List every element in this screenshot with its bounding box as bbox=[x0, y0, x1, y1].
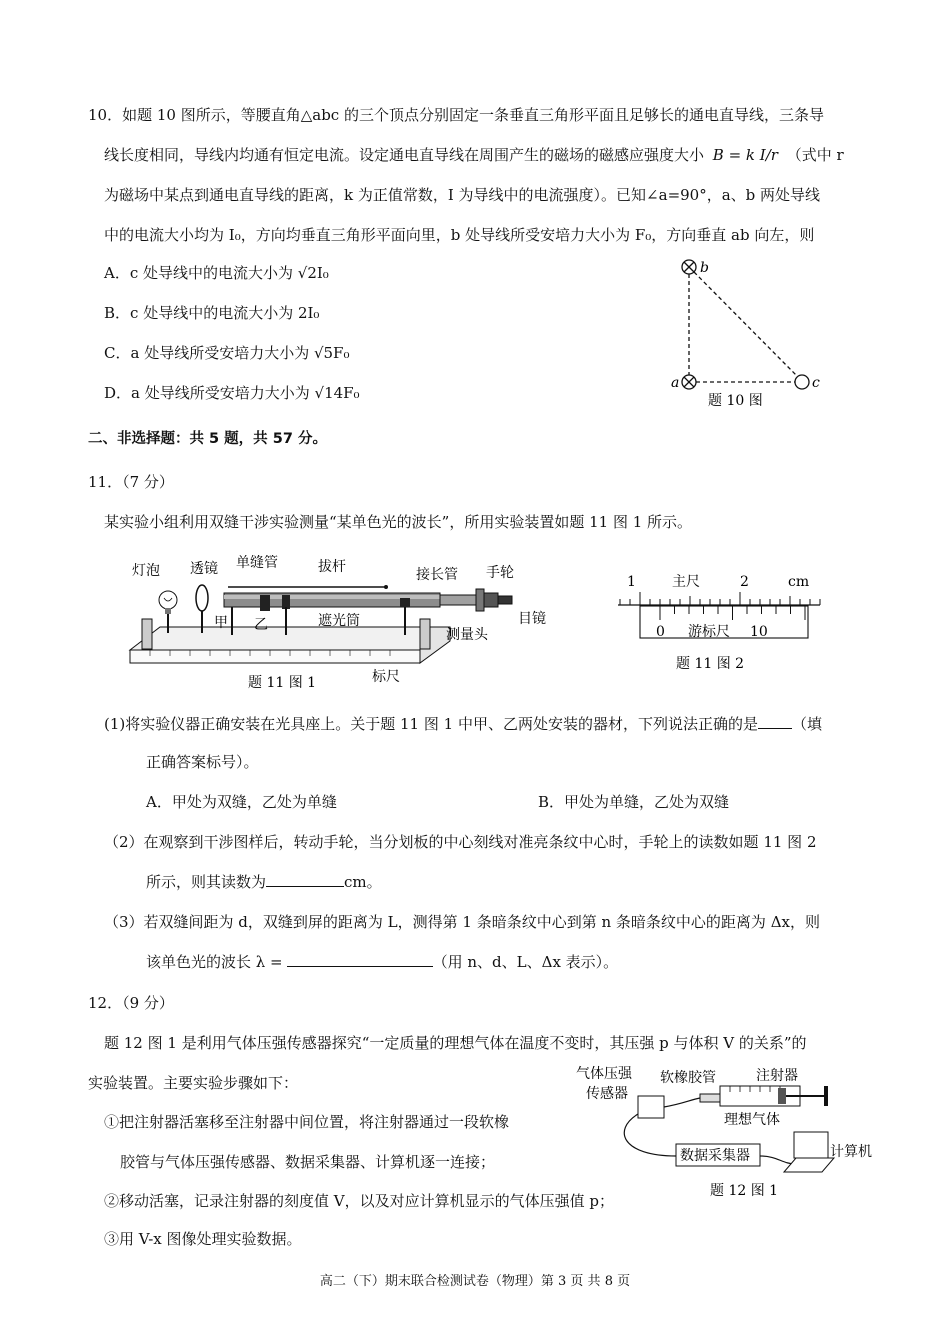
q12-line1: 题 12 图 1 是利用气体压强传感器探究“一定质量的理想气体在温度不变时，其压强 p 与体积 V 的关系”的 bbox=[104, 1034, 807, 1052]
q10-line1: 10．如题 10 图所示，等腰直角△abc 的三个顶点分别固定一条垂直三角形平面且足够长的通电直导线，三条导 bbox=[88, 106, 824, 124]
q10-option-c: C．a 处导线所受安培力大小为 √5F₀ bbox=[104, 344, 350, 362]
label-scale: 标尺 bbox=[372, 669, 400, 685]
page-footer: 高二（下）期末联合检测试卷（物理）第 3 页 共 8 页 bbox=[319, 1274, 631, 1289]
q11-option-b: B．甲处为单缝，乙处为双缝 bbox=[538, 793, 730, 811]
q10-line3: 为磁场中某点到通电直导线的距离，k 为正值常数，I 为导线中的电流强度）。已知∠a=90°，a、b 两处导线 bbox=[104, 186, 821, 204]
vernier-0: 0 bbox=[656, 624, 665, 640]
q12-figure bbox=[572, 1060, 892, 1205]
q11-head: 11．（7 分） bbox=[88, 473, 174, 491]
q11-fig2-caption: 题 11 图 2 bbox=[676, 656, 745, 672]
q12-step3: ③用 V-x 图像处理实验数据。 bbox=[104, 1230, 302, 1248]
vernier-10: 10 bbox=[750, 624, 768, 640]
label-eyepiece: 目镜 bbox=[518, 611, 546, 627]
q10-caption: 题 10 图 bbox=[708, 393, 763, 409]
label-extension-tube: 接长管 bbox=[416, 567, 458, 583]
label-syringe: 注射器 bbox=[756, 1068, 798, 1084]
computer-icon bbox=[784, 1132, 834, 1172]
q10-option-b: B．c 处导线中的电流大小为 2I₀ bbox=[104, 304, 320, 322]
q11-p3-text: 该单色光的波长 λ = bbox=[146, 953, 283, 971]
label-pressure-sensor-1: 气体压强 bbox=[576, 1066, 632, 1082]
q12-caption: 题 12 图 1 bbox=[710, 1183, 779, 1199]
label-rod: 拔杆 bbox=[318, 559, 346, 575]
label-handwheel: 手轮 bbox=[486, 565, 514, 581]
q11-p1-text: (1)将实验仪器正确安装在光具座上。关于题 11 图 1 中甲、乙两处安装的器材，下列说法正确的是 bbox=[104, 715, 758, 733]
q12-head: 12．（9 分） bbox=[88, 994, 174, 1012]
q11-p1-line2: 正确答案标号）。 bbox=[146, 753, 259, 771]
q11-p2-text: 所示，则其读数为 bbox=[146, 873, 267, 891]
label-measuring-head: 测量头 bbox=[446, 627, 488, 643]
label-a: a bbox=[671, 375, 680, 391]
label-yi: 乙 bbox=[254, 617, 268, 633]
label-b: b bbox=[700, 260, 709, 276]
q12-line2: 实验装置。主要实验步骤如下： bbox=[88, 1074, 299, 1092]
label-c: c bbox=[812, 375, 820, 391]
main-scale-1: 1 bbox=[627, 574, 636, 590]
q10-line2-text: 线长度相同，导线内均通有恒定电流。设定通电直导线在周围产生的磁场的磁感应强度大小 bbox=[104, 146, 705, 164]
q11-intro: 某实验小组利用双缝干涉实验测量“某单色光的波长”，所用实验装置如题 11 图 1 所示。 bbox=[104, 513, 693, 531]
q10-figure bbox=[660, 252, 840, 412]
q11-figure2 bbox=[610, 568, 830, 678]
q11-figure1 bbox=[120, 555, 570, 695]
label-jia: 甲 bbox=[214, 615, 228, 631]
label-computer: 计算机 bbox=[830, 1144, 872, 1160]
answer-blank-2[interactable] bbox=[266, 872, 344, 887]
main-scale-2: 2 bbox=[740, 574, 749, 590]
main-scale-label: 主尺 bbox=[672, 574, 700, 590]
section-heading: 二、非选择题：共 5 题，共 57 分。 bbox=[88, 431, 327, 447]
vernier-label: 游标尺 bbox=[688, 624, 730, 640]
q11-p3-line2 bbox=[146, 952, 618, 972]
label-data-collector: 数据采集器 bbox=[680, 1148, 750, 1164]
label-rubber-tube: 软橡胶管 bbox=[660, 1070, 716, 1086]
q10-line2 bbox=[104, 145, 844, 165]
label-pressure-sensor-2: 传感器 bbox=[586, 1086, 628, 1102]
lens-icon bbox=[196, 585, 208, 633]
q11-p2-line2 bbox=[146, 872, 382, 892]
wire-b-into-page-icon bbox=[682, 260, 696, 274]
label-shade-tube: 遮光筒 bbox=[318, 613, 360, 629]
q11-option-a: A．甲处为双缝，乙处为单缝 bbox=[146, 793, 337, 811]
q11-p3-line1: （3）若双缝间距为 d，双缝到屏的距离为 L，测得第 1 条暗条纹中心到第 n 条暗条纹中心的距离为 Δx，则 bbox=[104, 913, 820, 931]
q10-line4: 中的电流大小均为 I₀，方向均垂直三角形平面向里，b 处导线所受安培力大小为 F₀，方向垂直 ab 向左，则 bbox=[104, 226, 815, 244]
label-ideal-gas: 理想气体 bbox=[724, 1112, 780, 1128]
q11-p3-tail: （用 n、d、L、Δx 表示）。 bbox=[432, 953, 619, 971]
answer-blank-3[interactable] bbox=[287, 952, 433, 967]
label-lens: 透镜 bbox=[190, 561, 218, 577]
q11-p2-line1: （2）在观察到干涉图样后，转动手轮，当分划板的中心刻线对准亮条纹中心时，手轮上的读数如题 11 图 2 bbox=[104, 833, 817, 851]
q12-step1b: 胶管与气体压强传感器、数据采集器、计算机逐一连接； bbox=[120, 1153, 496, 1171]
q10-formula: B = k I/r bbox=[712, 146, 778, 164]
q11-p1-line1 bbox=[104, 714, 822, 734]
q10-option-a: A．c 处导线中的电流大小为 √2I₀ bbox=[104, 264, 329, 282]
answer-blank-1[interactable] bbox=[758, 714, 792, 729]
q11-p1-tail: （填 bbox=[791, 715, 822, 733]
wire-a-into-page-icon bbox=[682, 375, 696, 389]
q11-fig1-caption: 题 11 图 1 bbox=[248, 675, 317, 691]
q12-step2: ②移动活塞，记录注射器的刻度值 V，以及对应计算机显示的气体压强值 p； bbox=[104, 1192, 614, 1210]
label-lamp: 灯泡 bbox=[132, 563, 160, 579]
q11-p2-unit: cm。 bbox=[344, 873, 382, 891]
label-slit-tube: 单缝管 bbox=[236, 555, 278, 571]
q12-step1a: ①把注射器活塞移至注射器中间位置，将注射器通过一段软橡 bbox=[104, 1113, 510, 1131]
q10-line2-tail: （式中 r bbox=[786, 146, 844, 164]
wire-c-icon bbox=[795, 375, 809, 389]
q10-option-d: D．a 处导线所受安培力大小为 √14F₀ bbox=[104, 384, 360, 402]
main-scale-unit: cm bbox=[788, 574, 810, 590]
